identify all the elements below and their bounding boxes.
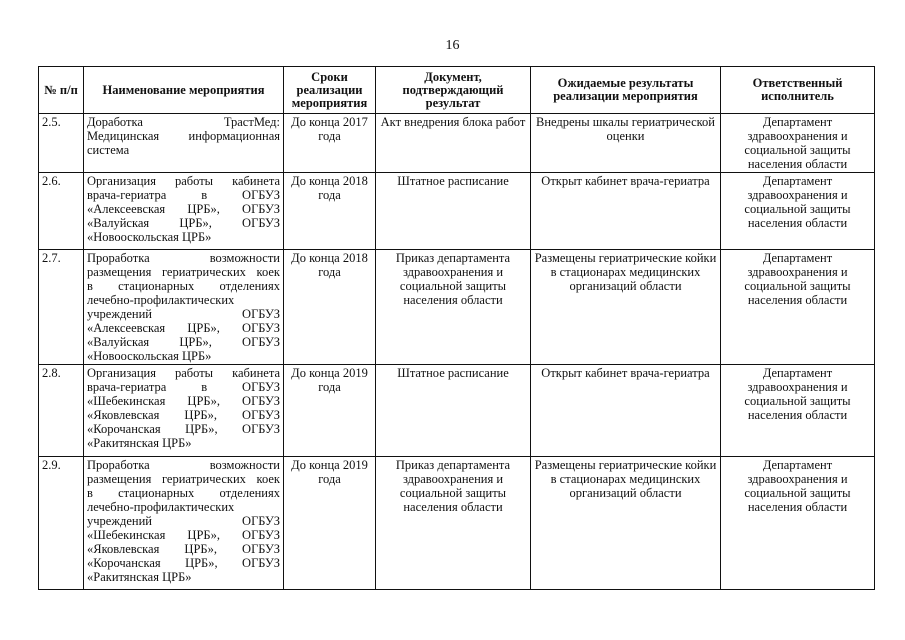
header-document: Документ, подтверждающий результат	[376, 67, 531, 114]
header-measure-name: Наименование мероприятия	[84, 67, 284, 114]
measure-name-line: в стационарных отделениях	[87, 486, 280, 500]
measure-name-line: «Шебекинская ЦРБ», ОГБУЗ	[87, 394, 280, 408]
executor: Департамент здравоохранения и социальной защиты населения области	[721, 365, 875, 457]
expected-result: Внедрены шкалы гериатрической оценки	[531, 114, 721, 173]
measure-name-line: лечебно-профилактических	[87, 500, 235, 514]
measure-name	[84, 365, 284, 457]
row-number: 2.9.	[39, 457, 84, 590]
page-number: 16	[445, 38, 460, 53]
expected-result: Размещены гериатрические койки в стационарах медицинских организаций области	[531, 250, 721, 365]
measure-name-line: Медицинская информационная	[87, 129, 280, 143]
measure-name-line: «Алексеевская ЦРБ», ОГБУЗ	[87, 321, 280, 335]
measure-name-line: учреждений ОГБУЗ	[87, 514, 280, 528]
measure-name-line: «Валуйская ЦРБ», ОГБУЗ	[87, 335, 280, 349]
measure-name	[84, 114, 284, 173]
term: До конца 2018 года	[284, 250, 376, 365]
table-header-row	[39, 67, 875, 114]
expected-result: Открыт кабинет врача-гериатра	[531, 173, 721, 250]
table-row	[39, 173, 875, 250]
expected-result: Открыт кабинет врача-гериатра	[531, 365, 721, 457]
document: Приказ департамента здравоохранения и социальной защиты населения области	[376, 457, 531, 590]
expected-result: Размещены гериатрические койки в стационарах медицинских организаций области	[531, 457, 721, 590]
measure-name-line: Организация работы кабинета	[87, 366, 280, 380]
measures-table	[38, 66, 875, 590]
row-number: 2.6.	[39, 173, 84, 250]
term: До конца 2019 года	[284, 365, 376, 457]
measure-name-line: «Шебекинская ЦРБ», ОГБУЗ	[87, 528, 280, 542]
measure-name-line: врача-гериатра в ОГБУЗ	[87, 380, 280, 394]
executor: Департамент здравоохранения и социальной защиты населения области	[721, 457, 875, 590]
header-number: № п/п	[39, 67, 84, 114]
measure-name-line: система	[87, 143, 130, 157]
executor: Департамент здравоохранения и социальной защиты населения области	[721, 114, 875, 173]
term: До конца 2018 года	[284, 173, 376, 250]
document: Акт внедрения блока работ	[376, 114, 531, 173]
table-row	[39, 250, 875, 365]
measure-name-line: размещения гериатрических коек	[87, 472, 280, 486]
measure-name-line: лечебно-профилактических	[87, 293, 235, 307]
document: Приказ департамента здравоохранения и социальной защиты населения области	[376, 250, 531, 365]
table-row	[39, 114, 875, 173]
measure-name-line: «Новооскольская ЦРБ»	[87, 349, 212, 363]
term: До конца 2019 года	[284, 457, 376, 590]
term: До конца 2017 года	[284, 114, 376, 173]
measure-name	[84, 173, 284, 250]
row-number: 2.5.	[39, 114, 84, 173]
row-number: 2.7.	[39, 250, 84, 365]
measure-name-line: Проработка возможности	[87, 458, 280, 472]
measure-name-line: «Корочанская ЦРБ», ОГБУЗ	[87, 556, 280, 570]
table-row	[39, 457, 875, 590]
measure-name	[84, 457, 284, 590]
measure-name-line: «Яковлевская ЦРБ», ОГБУЗ	[87, 542, 280, 556]
measure-name-line: «Новооскольская ЦРБ»	[87, 230, 212, 244]
row-number: 2.8.	[39, 365, 84, 457]
measure-name-line: «Валуйская ЦРБ», ОГБУЗ	[87, 216, 280, 230]
measure-name-line: «Ракитянская ЦРБ»	[87, 436, 192, 450]
document: Штатное расписание	[376, 173, 531, 250]
measure-name-line: Проработка возможности	[87, 251, 280, 265]
measure-name	[84, 250, 284, 365]
measure-name-line: «Корочанская ЦРБ», ОГБУЗ	[87, 422, 280, 436]
measure-name-line: учреждений ОГБУЗ	[87, 307, 280, 321]
measure-name-line: в стационарных отделениях	[87, 279, 280, 293]
measure-name-line: «Ракитянская ЦРБ»	[87, 570, 192, 584]
document: Штатное расписание	[376, 365, 531, 457]
measure-name-line: «Яковлевская ЦРБ», ОГБУЗ	[87, 408, 280, 422]
measure-name-line: размещения гериатрических коек	[87, 265, 280, 279]
executor: Департамент здравоохранения и социальной защиты населения области	[721, 173, 875, 250]
measure-name-line: Организация работы кабинета	[87, 174, 280, 188]
measure-name-line: врача-гериатра в ОГБУЗ	[87, 188, 280, 202]
measure-name-line: «Алексеевская ЦРБ», ОГБУЗ	[87, 202, 280, 216]
executor: Департамент здравоохранения и социальной защиты населения области	[721, 250, 875, 365]
header-expected-results: Ожидаемые результаты реализации мероприятия	[531, 67, 721, 114]
table-row	[39, 365, 875, 457]
measure-name-line: Доработка ТрастМед:	[87, 115, 280, 129]
header-term: Сроки реализации мероприятия	[284, 67, 376, 114]
header-executor: Ответственный исполнитель	[721, 67, 875, 114]
